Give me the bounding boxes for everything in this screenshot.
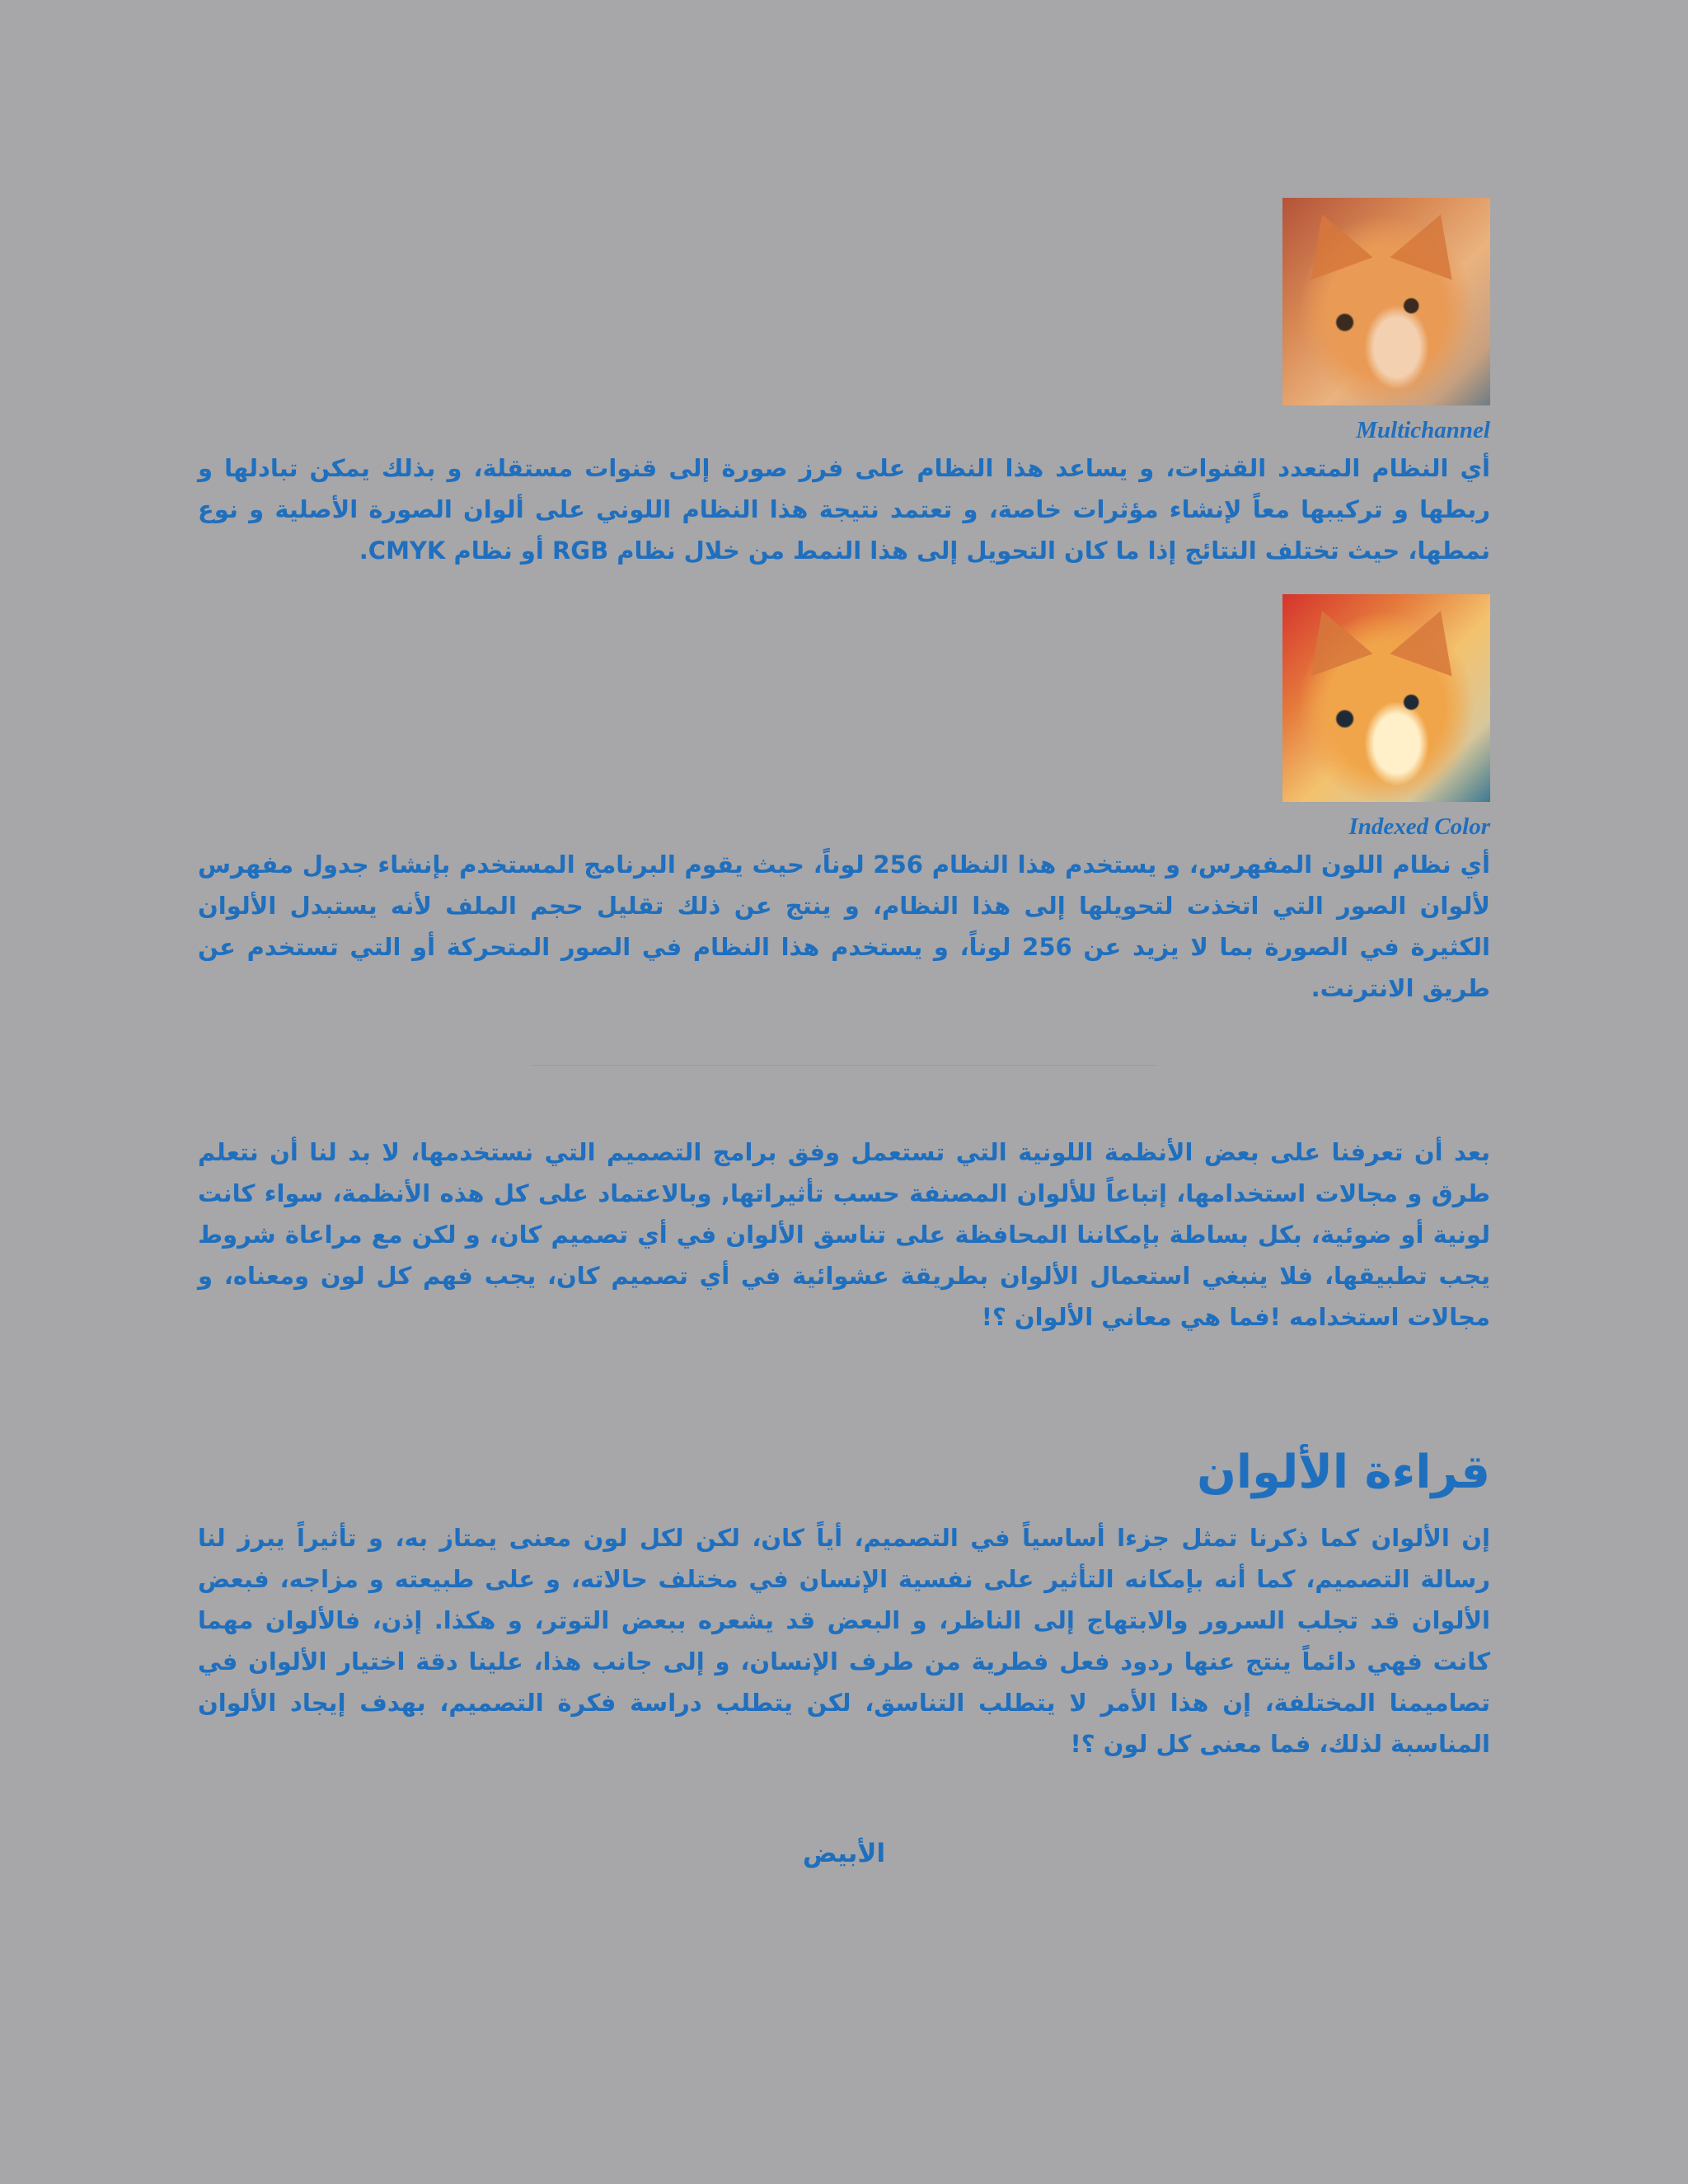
section-heading: قراءة الألوان [1197, 1446, 1490, 1499]
multichannel-figure [198, 198, 1490, 405]
multichannel-caption: Multichannel [1356, 417, 1490, 443]
reading-colors-paragraph: إن الألوان كما ذكرنا تمثل جزءا أساسياً في التصميم، أياً كان، لكن لكل لون معنى يمتاز به، و تأثيراً يبرز لنا رسالة التصميم، كما أنه بإمكانه التأثير على نفسية الإنسان في مختلف حالاته، و على طبيعته و مزاجه، فبعض الألوان قد تجلب السرور والابتهاج إلى الناظر، و البعض قد يشعره ببعض التوتر، و هكذا. إذن، فالألوان مهما كانت فهي دائماً ينتج عنها ردود فعل فطرية من طرف الإنسان، و إلى جانب هذا، علينا دقة اختيار الألوان في تصاميمنا المختلفة، إن هذا الأمر لا يتطلب التناسق، لكن يتطلب دراسة فكرة التصميم، بهدف إيجاد الألوان المناسبة لذلك، فما معنى كل لون ؟! [198, 1524, 1490, 1758]
kitten-image-indexed-color [1282, 594, 1490, 802]
indexed-color-figure [198, 594, 1490, 802]
section-divider [531, 1065, 1157, 1066]
white-color-subheading: الأبيض [802, 1839, 886, 1868]
intro-paragraph: بعد أن تعرفنا على بعض الأنظمة اللونية التي تستعمل وفق برامج التصميم التي نستخدمها، لا بد لنا أن نتعلم طرق و مجالات استخدامها، إتباعاً للألوان المصنفة حسب تأثيراتها, وبالاعتماد على كل هذه الأنظمة، سواء كانت لونية أو ضوئية، بكل بساطة بإمكاننا المحافظة على تناسق الألوان في أي تصميم كان، و لكن مع مراعاة شروط يجب تطبيقها، فلا ينبغي استعمال الألوان بطريقة عشوائية في أي تصميم كان، يجب فهم كل لون ومعناه، و مجالات استخدامه !فما هي معاني الألوان ؟! [198, 1138, 1490, 1331]
indexed-color-caption: Indexed Color [1348, 813, 1490, 840]
indexed-color-description: أي نظام اللون المفهرس، و يستخدم هذا النظام 256 لوناً، حيث يقوم البرنامج المستخدم بإنشاء جدول مفهرس لألوان الصور التي اتخذت لتحويلها إلى هذا النظام، و ينتج عن ذلك تقليل حجم الملف لأنه يستبدل الألوان الكثيرة في الصورة بما لا يزيد عن 256 لوناً، و يستخدم هذا النظام في الصور المتحركة أو التي تستخدم عن طريق الانترنت. [198, 851, 1490, 1002]
multichannel-description: أي النظام المتعدد القنوات، و يساعد هذا النظام على فرز صورة إلى قنوات مستقلة، و بذلك يمكن تبادلها و ربطها و تركيبها معاً لإنشاء مؤثرات خاصة، و تعتمد نتيجة هذا النظام اللوني على ألوان الصورة الأصلية و نوع نمطها، حيث تختلف النتائج إذا ما كان التحويل إلى هذا النمط من خلال نظام RGB أو نظام CMYK. [198, 454, 1490, 565]
kitten-image-multichannel [1282, 198, 1490, 405]
article-content [198, 198, 1490, 1868]
